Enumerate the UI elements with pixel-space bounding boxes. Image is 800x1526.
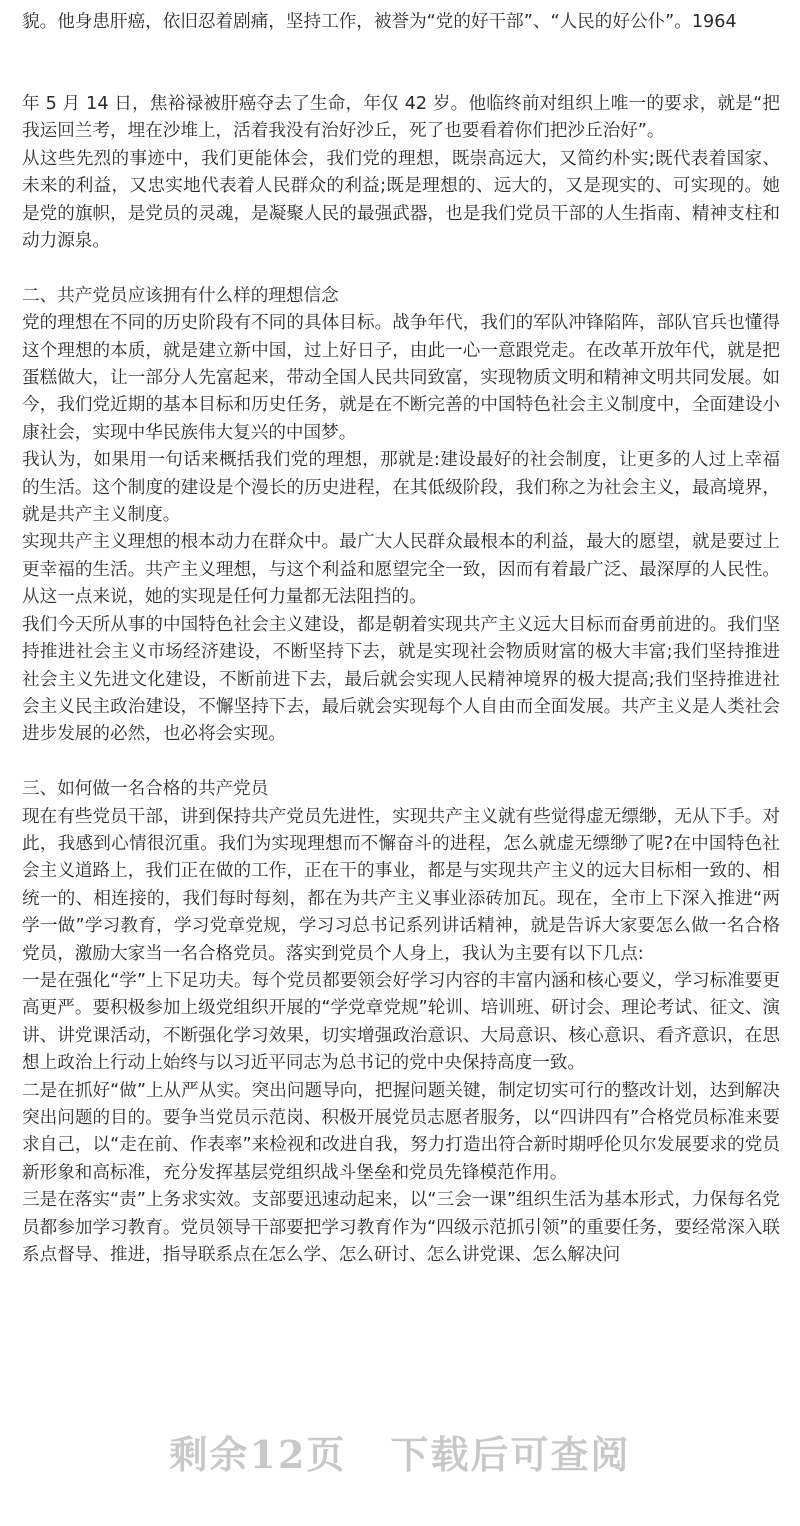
paragraph: 党的理想在不同的历史阶段有不同的具体目标。战争年代，我们的军队冲锋陷阵，部队官兵也懂得这个理想的本质，就是建立新中国，过上好日子，由此一心一意跟党走。在改革开放年代，就是把蛋糕做大，让一部分人先富起来，带动全国人民共同致富，实现物质文明和精神文明共同发展。如今，我们党近期的基本目标和历史任务，就是在不断完善的中国特色社会主义制度中，全面建设小康社会，实现中华民族伟大复兴的中国梦。 (22, 313, 780, 443)
remaining-pages-label: 剩余12页 (169, 1432, 347, 1477)
document-body (22, 91, 780, 1269)
document-top-line: 貌。他身患肝癌，依旧忍着剧痛，坚持工作，被誉为“党的好干部”、“人民的好公仆”。1964 (22, 12, 737, 32)
paragraph: 年 5 月 14 日，焦裕禄被肝癌夺去了生命，年仅 42 岁。他临终前对组织上唯一的要求，就是“把我运回兰考，埋在沙堆上，活着我没有治好沙丘，死了也要看着你们把沙丘治好”。 (22, 94, 780, 142)
section-heading: 二、共产党员应该拥有什么样的理想信念 (22, 285, 339, 306)
download-to-view-label: 下载后可查阅 (390, 1432, 631, 1477)
paragraph: 三是在落实“责”上务求实效。支部要迅速动起来，以“三会一课”组织生活为基本形式，力保每名党员都参加学习教育。党员领导干部要把学习教育作为“四级示范抓引领”的重要任务，要经常深入联系点督导、推进，指导联系点在怎么学、怎么研讨、怎么讲党课、怎么解决问 (22, 1190, 780, 1266)
download-prompt[interactable] (0, 1424, 800, 1479)
paragraph: 二是在抓好“做”上从严从实。突出问题导向，把握问题关键，制定切实可行的整改计划，达到解决突出问题的目的。要争当党员示范岗、积极开展党员志愿者服务，以“四讲四有”合格党员标准来要求自己，以“走在前、作表率”来检视和改进自我，努力打造出符合新时期呼伦贝尔发展要求的党员新形象和高标准，充分发挥基层党组织战斗堡垒和党员先锋模范作用。 (22, 1080, 780, 1183)
paragraph: 我们今天所从事的中国特色社会主义建设，都是朝着实现共产主义远大目标而奋勇前进的。我们坚持推进社会主义市场经济建设，不断坚持下去，就是实现社会物质财富的极大丰富;我们坚持推进社会主义先进文化建设，不断前进下去，最后就会实现人民精神境界的极大提高;我们坚持推进社会主义民主政治建设，不懈坚持下去，最后就会实现每个人自由而全面发展。共产主义是人类社会进步发展的必然，也必将会实现。 (22, 614, 780, 745)
section-heading: 三、如何做一名合格的共产党员 (22, 779, 269, 800)
paragraph: 从这些先烈的事迹中，我们更能体会，我们党的理想，既崇高远大，又简约朴实;既代表着国家、未来的利益，又忠实地代表着人民群众的利益;既是理想的、远大的，又是现实的、可实现的。她是党的旗帜，是党员的灵魂，是凝聚人民的最强武器，也是我们党员干部的人生指南、精神支柱和动力源泉。 (22, 148, 780, 252)
paragraph: 一是在强化“学”上下足功夫。每个党员都要领会好学习内容的丰富内涵和核心要义，学习标准要更高更严。要积极参加上级党组织开展的“学党章党规”轮训、培训班、研讨会、理论考试、征文、演讲、讲党课活动，不断强化学习效果，切实增强政治意识、大局意识、核心意识、看齐意识，在思想上政治上行动上始终与以习近平同志为总书记的党中央保持高度一致。 (22, 970, 780, 1074)
paragraph: 现在有些党员干部，讲到保持共产党员先进性，实现共产主义就有些觉得虚无缥缈，无从下手。对此，我感到心情很沉重。我们为实现理想而不懈奋斗的进程，怎么就虚无缥缈了呢?在中国特色社会主义道路上，我们正在做的工作，正在干的事业，都是与实现共产主义的远大目标相一致的、相统一的、相连接的，我们每时每刻，都在为共产主义事业添砖加瓦。现在，全市上下深入推进“两学一做”学习教育，学习党章党规，学习习总书记系列讲话精神，就是告诉大家要怎么做一名合格党员，激励大家当一名合格党员。落实到党员个人身上，我认为主要有以下几点: (22, 806, 780, 964)
paragraph: 我认为，如果用一句话来概括我们党的理想，那就是:建设最好的社会制度，让更多的人过上幸福的生活。这个制度的建设是个漫长的历史进程，在其低级阶段，我们称之为社会主义，最高境界，就是共产主义制度。 (22, 450, 780, 526)
paragraph: 实现共产主义理想的根本动力在群众中。最广大人民群众最根本的利益，最大的愿望，就是要过上更幸福的生活。共产主义理想，与这个利益和愿望完全一致，因而有着最广泛、最深厚的人民性。从这一点来说，她的实现是任何力量都无法阻挡的。 (22, 532, 780, 608)
